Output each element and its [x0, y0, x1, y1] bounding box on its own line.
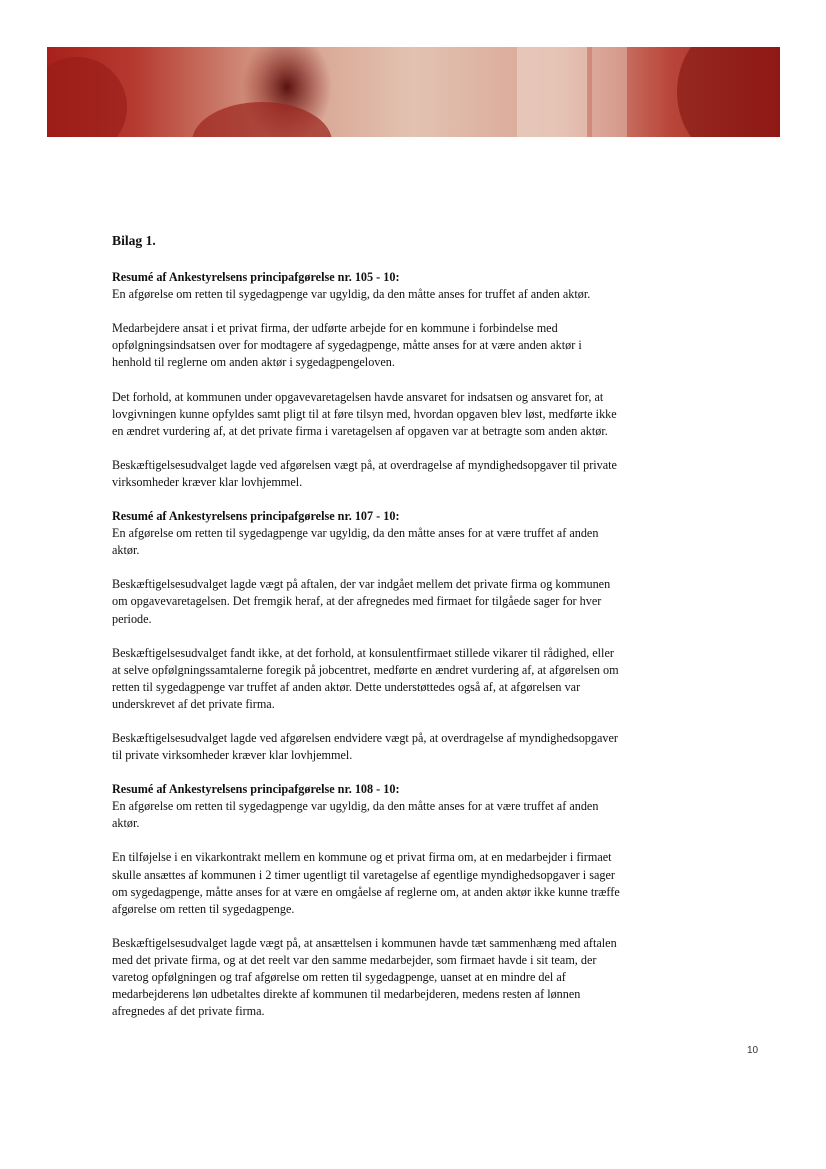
- paragraph: En afgørelse om retten til sygedagpenge var ugyldig, da den måtte anses for at være truffet af anden aktør.: [112, 526, 599, 558]
- paragraph: Beskæftigelsesudvalget lagde vægt på aftalen, der var indgået mellem det private firma og kommunen om opgavevaretagelsen. Det fremgik heraf, at der afregnedes med firmaet for tilgåede sager for hver periode.: [112, 577, 611, 626]
- ruling-summary-105: [112, 269, 624, 491]
- document-body: [112, 232, 624, 1037]
- document-title: Bilag 1.: [112, 233, 156, 248]
- section-heading: Resumé af Ankestyrelsens principafgørelse nr. 108 - 10:: [112, 782, 400, 797]
- paragraph: En afgørelse om retten til sygedagpenge var ugyldig, da den måtte anses for at være truffet af anden aktør.: [112, 799, 599, 831]
- page-number: 10: [747, 1045, 759, 1056]
- paragraph: Medarbejdere ansat i et privat firma, der udførte arbejde for en kommune i forbindelse med opfølgningsindsatsen over for modtagere af sygedagpenge, måtte anses for at være anden aktør i henhold til reglerne om anden aktør i sygedagpengeloven.: [112, 321, 582, 370]
- section-heading: Resumé af Ankestyrelsens principafgørelse nr. 107 - 10:: [112, 509, 400, 524]
- banner-photo-image: [47, 47, 780, 137]
- paragraph: Beskæftigelsesudvalget lagde ved afgørelsen endvidere vægt på, at overdragelse af myndighedsopgaver til private virksomheder kræver klar lovhjemmel.: [112, 730, 618, 763]
- paragraph: Det forhold, at kommunen under opgavevaretagelsen havde ansvaret for indsatsen og ansvaret for, at lovgivningen kunne opfyldes samt pligt til at føre tilsyn med, hvordan opgaven blev løst, medførte ikke en ændret vurdering af, at det private firma i varetagelsen af opgaven var at betragte som anden aktør.: [112, 389, 617, 438]
- paragraph: Beskæftigelsesudvalget lagde vægt på, at ansættelsen i kommunen havde tæt sammenhæng med aftalen med det private firma, og at det reelt var den samme medarbejder, som firmaet havde i sit team, der varetog opfølgningen og traf afgørelse om retten til sygedagpenge, uanset at en mindre del af medarbejderens løn udbetaltes direkte af kommunen til medarbejderen, medens resten af lønnen afregnedes af det private firma.: [112, 935, 617, 1019]
- paragraph: Beskæftigelsesudvalget fandt ikke, at det forhold, at konsulentfirmaet stillede vikarer til rådighed, eller at selve opfølgningssamtalerne foregik på jobcentret, medførte en ændret vurdering af, at afgørelsen om retten til sygedagpenge var truffet af anden aktør. Dette understøttedes også af, at afgørelsen var underskrevet af det private firma.: [112, 645, 619, 711]
- paragraph: En afgørelse om retten til sygedagpenge var ugyldig, da den måtte anses for truffet af anden aktør.: [112, 287, 591, 302]
- ruling-summary-107: [112, 508, 624, 764]
- paragraph: En tilføjelse i en vikarkontrakt mellem en kommune og et privat firma om, at en medarbejder i firmaet skulle ansættes af kommunen i 2 timer ugentligt til varetagelse af egentlige myndighedsopgaver i sager om sygedagpenge, måtte anses for at være en omgåelse af reglerne om, at anden aktør ikke kunne træffe afgørelse om retten til sygedagpenge.: [112, 850, 620, 916]
- header-banner-photo: [47, 47, 780, 137]
- paragraph: Beskæftigelsesudvalget lagde ved afgørelsen vægt på, at overdragelse af myndighedsopgaver til private virksomheder kræver klar lovhjemmel.: [112, 457, 617, 489]
- ruling-summary-108: [112, 781, 624, 1020]
- section-heading: Resumé af Ankestyrelsens principafgørelse nr. 105 - 10:: [112, 270, 400, 285]
